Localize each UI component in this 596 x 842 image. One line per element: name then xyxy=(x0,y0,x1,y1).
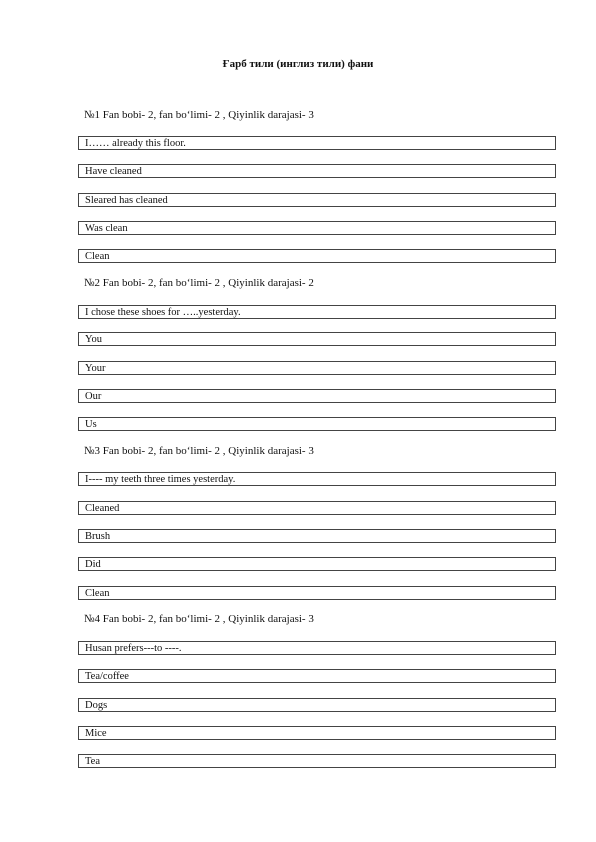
question-header: №4 Fan bobi- 2, fan bo‘limi- 2 , Qiyinlik darajasi- 3 xyxy=(84,613,314,625)
question-prompt: I---- my teeth three times yesterday. xyxy=(78,472,556,486)
page-title: Ғарб тили (инглиз тили) фани xyxy=(222,58,374,70)
question-prompt: I chose these shoes for …..yesterday. xyxy=(78,305,556,319)
answer-option[interactable]: Tea xyxy=(78,754,556,768)
answer-option[interactable]: Clean xyxy=(78,586,556,600)
question-prompt: Husan prefers---to ----. xyxy=(78,641,556,655)
question-header: №1 Fan bobi- 2, fan bo‘limi- 2 , Qiyinlik darajasi- 3 xyxy=(84,109,314,121)
answer-option[interactable]: Dogs xyxy=(78,698,556,712)
answer-option[interactable]: Your xyxy=(78,361,556,375)
answer-option[interactable]: Cleaned xyxy=(78,501,556,515)
answer-option[interactable]: Tea/coffee xyxy=(78,669,556,683)
question-header: №3 Fan bobi- 2, fan bo‘limi- 2 , Qiyinlik darajasi- 3 xyxy=(84,445,314,457)
answer-option[interactable]: Clean xyxy=(78,249,556,263)
answer-option[interactable]: Sleared has cleaned xyxy=(78,193,556,207)
answer-option[interactable]: Brush xyxy=(78,529,556,543)
answer-option[interactable]: Us xyxy=(78,417,556,431)
answer-option[interactable]: Was clean xyxy=(78,221,556,235)
question-prompt: I…… already this floor. xyxy=(78,136,556,150)
question-header: №2 Fan bobi- 2, fan bo‘limi- 2 , Qiyinlik darajasi- 2 xyxy=(84,277,314,289)
answer-option[interactable]: You xyxy=(78,332,556,346)
answer-option[interactable]: Did xyxy=(78,557,556,571)
answer-option[interactable]: Mice xyxy=(78,726,556,740)
answer-option[interactable]: Our xyxy=(78,389,556,403)
answer-option[interactable]: Have cleaned xyxy=(78,164,556,178)
